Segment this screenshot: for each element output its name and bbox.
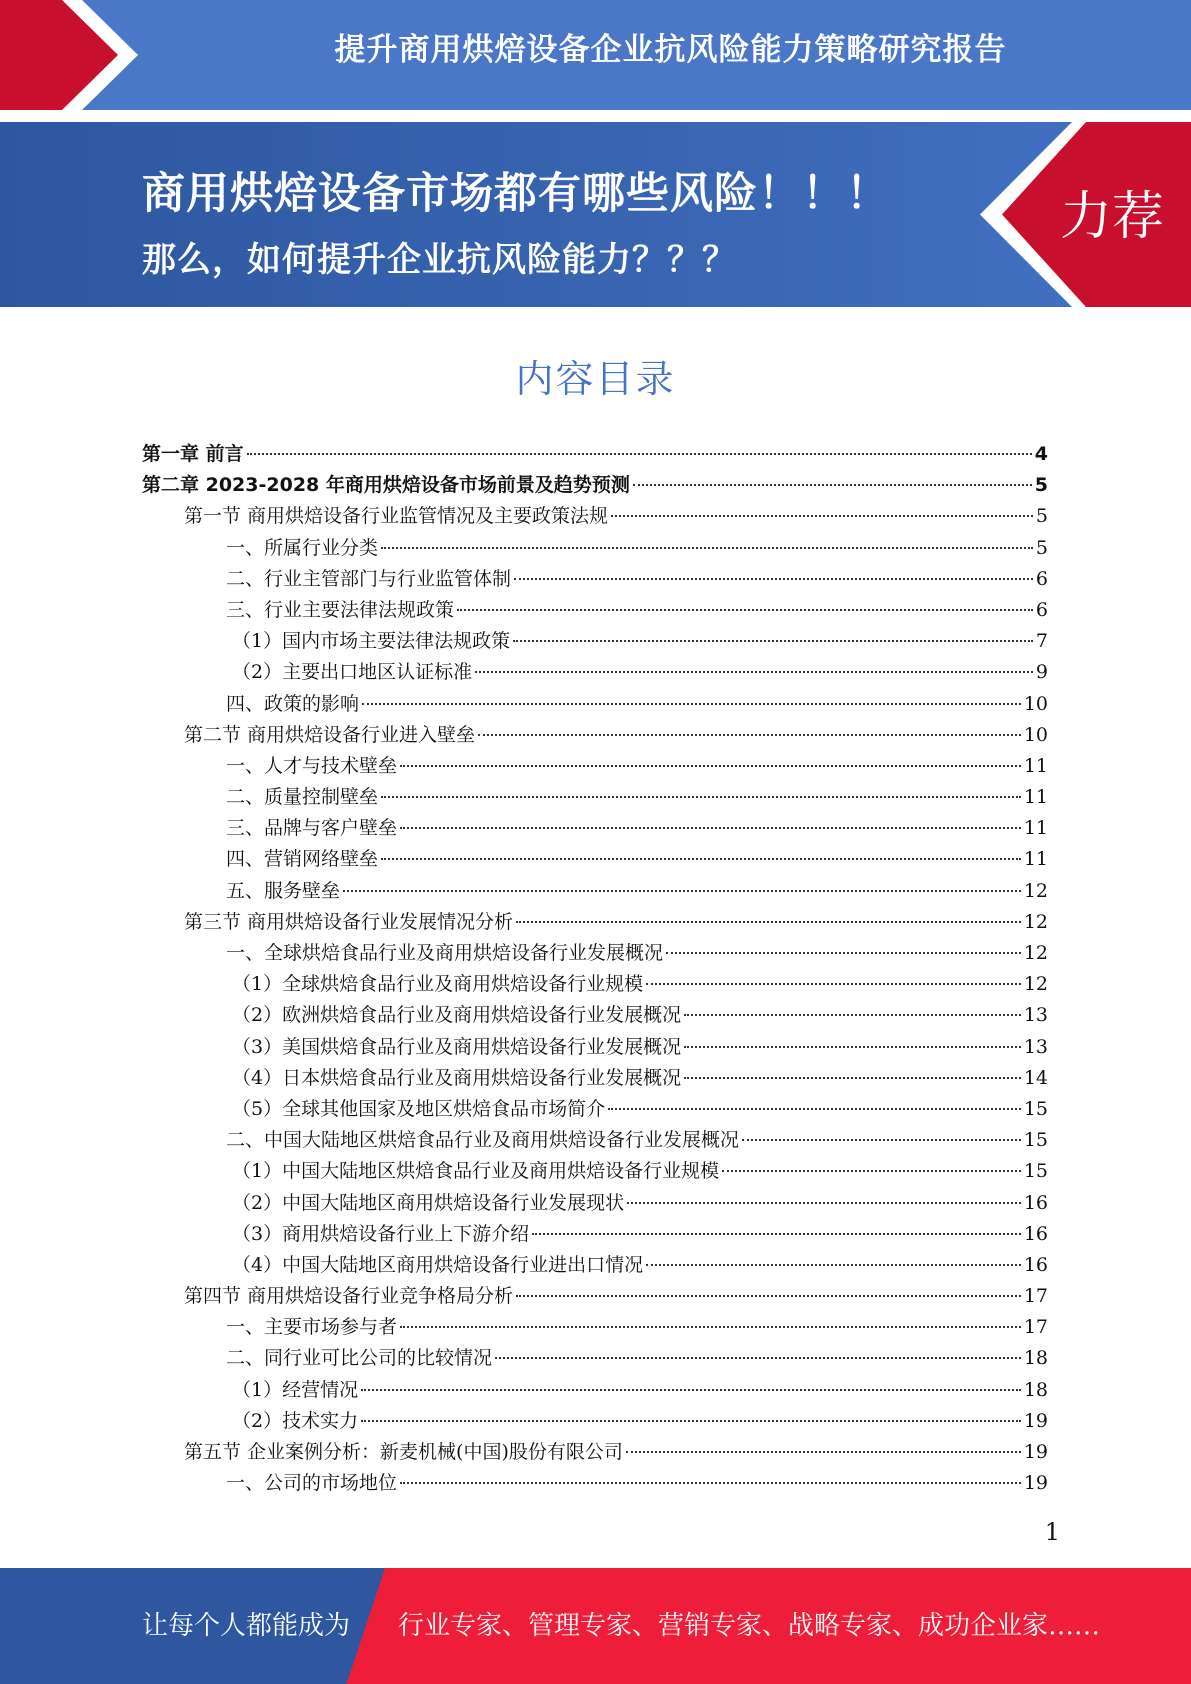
table-of-contents xyxy=(142,439,1048,1499)
toc-entry[interactable] xyxy=(142,844,1048,875)
toc-entry-label: （3）商用烘焙设备行业上下游介绍 xyxy=(232,1222,530,1245)
toc-dot-leader xyxy=(361,1389,1021,1391)
toc-dot-leader xyxy=(516,921,1021,923)
toc-dot-leader xyxy=(247,453,1032,455)
toc-dot-leader xyxy=(361,1420,1021,1422)
toc-entry-page: 11 xyxy=(1023,848,1048,871)
toc-dot-leader xyxy=(646,1264,1021,1266)
toc-dot-leader xyxy=(608,1108,1021,1110)
toc-entry-page: 5 xyxy=(1035,536,1048,559)
toc-entry-page: 15 xyxy=(1023,1160,1048,1183)
toc-entry-label: （1）中国大陆地区烘焙食品行业及商用烘焙设备行业规模 xyxy=(232,1160,720,1183)
toc-entry-label: （2）主要出口地区认证标准 xyxy=(232,661,473,684)
toc-entry-page: 16 xyxy=(1023,1191,1048,1214)
toc-entry-label: 二、行业主管部门与行业监管体制 xyxy=(226,567,512,590)
toc-entry-page: 12 xyxy=(1023,942,1048,964)
toc-entry[interactable] xyxy=(142,938,1048,969)
toc-dot-leader xyxy=(457,609,1033,611)
toc-entry-page: 12 xyxy=(1023,879,1048,902)
toc-entry-page: 15 xyxy=(1023,1097,1048,1120)
toc-entry-label: 三、行业主要法律法规政策 xyxy=(226,598,455,621)
report-title: 提升商用烘焙设备企业抗风险能力策略研究报告 xyxy=(334,32,1007,68)
toc-entry-label: 第二节 商用烘焙设备行业进入壁垒 xyxy=(184,723,476,746)
toc-entry-label: （1）全球烘焙食品行业及商用烘焙设备行业规模 xyxy=(232,973,644,996)
toc-entry[interactable] xyxy=(142,470,1048,501)
toc-entry-label: 第五节 企业案例分析：新麦机械(中国)股份有限公司 xyxy=(184,1441,623,1463)
toc-entry-label: （2）技术实力 xyxy=(232,1409,359,1432)
toc-entry[interactable] xyxy=(142,439,1048,470)
toc-dot-leader xyxy=(646,983,1021,985)
toc-entry[interactable] xyxy=(142,533,1048,564)
toc-entry-page: 11 xyxy=(1023,817,1048,840)
toc-entry-label: 三、品牌与客户壁垒 xyxy=(226,817,398,840)
toc-entry-page: 6 xyxy=(1035,598,1048,621)
toc-entry-page: 19 xyxy=(1023,1409,1048,1432)
toc-entry[interactable] xyxy=(142,1000,1048,1031)
toc-entry-page: 4 xyxy=(1034,443,1048,465)
toc-entry-label: 四、政策的影响 xyxy=(226,692,360,715)
toc-dot-leader xyxy=(532,1233,1021,1235)
toc-dot-leader xyxy=(627,1202,1021,1204)
toc-dot-leader xyxy=(400,1482,1021,1484)
toc-entry-label: 一、所属行业分类 xyxy=(226,536,379,559)
toc-dot-leader xyxy=(722,1170,1021,1172)
toc-dot-leader xyxy=(633,484,1032,486)
toc-entry-page: 12 xyxy=(1023,910,1048,933)
toc-entry-label: （5）全球其他国家及地区烘焙食品市场简介 xyxy=(232,1097,606,1120)
toc-entry-label: （2）欧洲烘焙食品行业及商用烘焙设备行业发展概况 xyxy=(232,1004,682,1027)
toc-entry-label: 二、质量控制壁垒 xyxy=(226,786,379,809)
toc-dot-leader xyxy=(513,640,1033,642)
toc-entry[interactable] xyxy=(142,626,1048,657)
toc-entry-label: （1）经营情况 xyxy=(232,1378,359,1401)
toc-entry[interactable] xyxy=(142,813,1048,844)
toc-dot-leader xyxy=(475,671,1033,673)
toc-entry-page: 15 xyxy=(1023,1129,1048,1152)
toc-entry[interactable] xyxy=(142,595,1048,626)
toc-entry[interactable] xyxy=(142,720,1048,751)
footer-banner xyxy=(0,1568,1191,1684)
toc-dot-leader xyxy=(400,765,1021,767)
toc-entry-label: 第一节 商用烘焙设备行业监管情况及主要政策法规 xyxy=(184,505,609,528)
toc-dot-leader xyxy=(611,515,1033,517)
hero-headline: 商用烘焙设备市场都有哪些风险！！！ xyxy=(142,169,890,219)
toc-dot-leader xyxy=(666,952,1021,954)
toc-entry-page: 17 xyxy=(1023,1316,1048,1339)
toc-entry-label: 一、全球烘焙食品行业及商用烘焙设备行业发展概况 xyxy=(226,942,664,964)
hero-subheadline: 那么，如何提升企业抗风险能力？？？ xyxy=(142,240,737,280)
toc-dot-leader xyxy=(343,890,1021,892)
toc-dot-leader xyxy=(381,858,1021,860)
toc-entry[interactable] xyxy=(142,1188,1048,1219)
toc-entry-label: 一、主要市场参与者 xyxy=(226,1316,398,1339)
toc-entry[interactable] xyxy=(142,1250,1048,1281)
toc-entry[interactable] xyxy=(142,782,1048,813)
toc-entry-label: 第四节 商用烘焙设备行业竞争格局分析 xyxy=(184,1285,514,1308)
toc-dot-leader xyxy=(400,1326,1021,1328)
toc-entry-label: （3）美国烘焙食品行业及商用烘焙设备行业发展概况 xyxy=(232,1035,682,1058)
toc-entry-page: 11 xyxy=(1023,786,1048,809)
red-chevron-decoration xyxy=(0,0,150,110)
toc-entry-label: 第一章 前言 xyxy=(142,443,244,465)
toc-dot-leader xyxy=(684,1077,1021,1079)
toc-entry[interactable] xyxy=(142,1125,1048,1156)
toc-dot-leader xyxy=(514,578,1033,580)
toc-entry-label: 第三节 商用烘焙设备行业发展情况分析 xyxy=(184,910,514,933)
toc-entry-page: 18 xyxy=(1023,1347,1048,1370)
toc-entry-label: （2）中国大陆地区商用烘焙设备行业发展现状 xyxy=(232,1191,625,1214)
toc-entry-page: 11 xyxy=(1023,754,1048,777)
toc-entry[interactable] xyxy=(142,1406,1048,1437)
toc-entry-page: 9 xyxy=(1035,661,1048,684)
toc-dot-leader xyxy=(495,1357,1021,1359)
separator xyxy=(0,110,1191,122)
toc-dot-leader xyxy=(400,827,1021,829)
footer-slogan-left: 让每个人都能成为 xyxy=(142,1611,351,1641)
toc-dot-leader xyxy=(684,1014,1021,1016)
toc-entry-label: 五、服务壁垒 xyxy=(226,879,341,902)
toc-entry-page: 10 xyxy=(1023,723,1048,746)
toc-entry[interactable] xyxy=(142,1343,1048,1374)
toc-entry-label: 第二章 2023-2028 年商用烘焙设备市场前景及趋势预测 xyxy=(142,474,630,497)
toc-dot-leader xyxy=(684,1046,1021,1048)
toc-entry-page: 16 xyxy=(1023,1222,1048,1245)
page-number: 1 xyxy=(1044,1518,1060,1546)
footer-slogan-right: 行业专家、管理专家、营销专家、战略专家、成功企业家…… xyxy=(398,1611,1101,1641)
toc-entry-page: 5 xyxy=(1035,505,1048,528)
hero-banner xyxy=(0,122,1191,307)
toc-entry[interactable] xyxy=(142,1032,1048,1063)
toc-entry-label: 四、营销网络壁垒 xyxy=(226,848,379,871)
toc-dot-leader xyxy=(626,1451,1021,1453)
toc-dot-leader xyxy=(516,1295,1021,1297)
toc-entry-page: 5 xyxy=(1034,474,1048,497)
toc-dot-leader xyxy=(742,1139,1021,1141)
toc-entry-page: 10 xyxy=(1023,692,1048,715)
toc-entry-label: 二、中国大陆地区烘焙食品行业及商用烘焙设备行业发展概况 xyxy=(226,1129,740,1152)
toc-entry-label: 一、人才与技术壁垒 xyxy=(226,754,398,777)
toc-entry[interactable] xyxy=(142,689,1048,720)
toc-entry-label: 二、同行业可比公司的比较情况 xyxy=(226,1347,493,1370)
toc-entry-page: 14 xyxy=(1023,1066,1048,1089)
toc-entry[interactable] xyxy=(142,876,1048,907)
toc-dot-leader xyxy=(381,796,1021,798)
toc-entry-page: 18 xyxy=(1023,1378,1048,1401)
toc-entry[interactable] xyxy=(142,907,1048,938)
toc-entry-page: 13 xyxy=(1023,1035,1048,1058)
toc-entry[interactable] xyxy=(142,501,1048,532)
toc-dot-leader xyxy=(381,547,1033,549)
toc-entry[interactable] xyxy=(142,969,1048,1000)
toc-entry-page: 6 xyxy=(1035,567,1048,590)
toc-dot-leader xyxy=(362,703,1021,705)
toc-entry-label: （4）日本烘焙食品行业及商用烘焙设备行业发展概况 xyxy=(232,1066,682,1089)
toc-dot-leader xyxy=(478,734,1021,736)
toc-entry[interactable] xyxy=(142,1094,1048,1125)
toc-entry-page: 17 xyxy=(1023,1285,1048,1308)
toc-entry-label: 一、公司的市场地位 xyxy=(226,1472,398,1495)
top-banner xyxy=(0,0,1191,110)
toc-entry[interactable] xyxy=(142,1375,1048,1406)
toc-entry-label: （1）国内市场主要法律法规政策 xyxy=(232,630,511,653)
toc-entry[interactable] xyxy=(142,657,1048,688)
toc-entry-page: 16 xyxy=(1023,1253,1048,1276)
toc-entry-page: 19 xyxy=(1023,1472,1048,1495)
toc-entry[interactable] xyxy=(142,1437,1048,1468)
toc-entry[interactable] xyxy=(142,1281,1048,1312)
toc-entry[interactable] xyxy=(142,564,1048,595)
toc-entry[interactable] xyxy=(142,1312,1048,1343)
toc-entry-page: 13 xyxy=(1023,1004,1048,1027)
toc-entry-page: 19 xyxy=(1023,1441,1048,1463)
toc-entry[interactable] xyxy=(142,751,1048,782)
toc-entry[interactable] xyxy=(142,1468,1048,1499)
recommend-badge-label: 力荐 xyxy=(1060,187,1165,247)
toc-entry[interactable] xyxy=(142,1219,1048,1250)
toc-entry-page: 7 xyxy=(1035,630,1048,653)
toc-heading: 内容目录 xyxy=(515,357,676,401)
toc-entry[interactable] xyxy=(142,1063,1048,1094)
toc-entry-label: （4）中国大陆地区商用烘焙设备行业进出口情况 xyxy=(232,1253,644,1276)
toc-entry-page: 12 xyxy=(1023,973,1048,996)
toc-entry[interactable] xyxy=(142,1156,1048,1187)
